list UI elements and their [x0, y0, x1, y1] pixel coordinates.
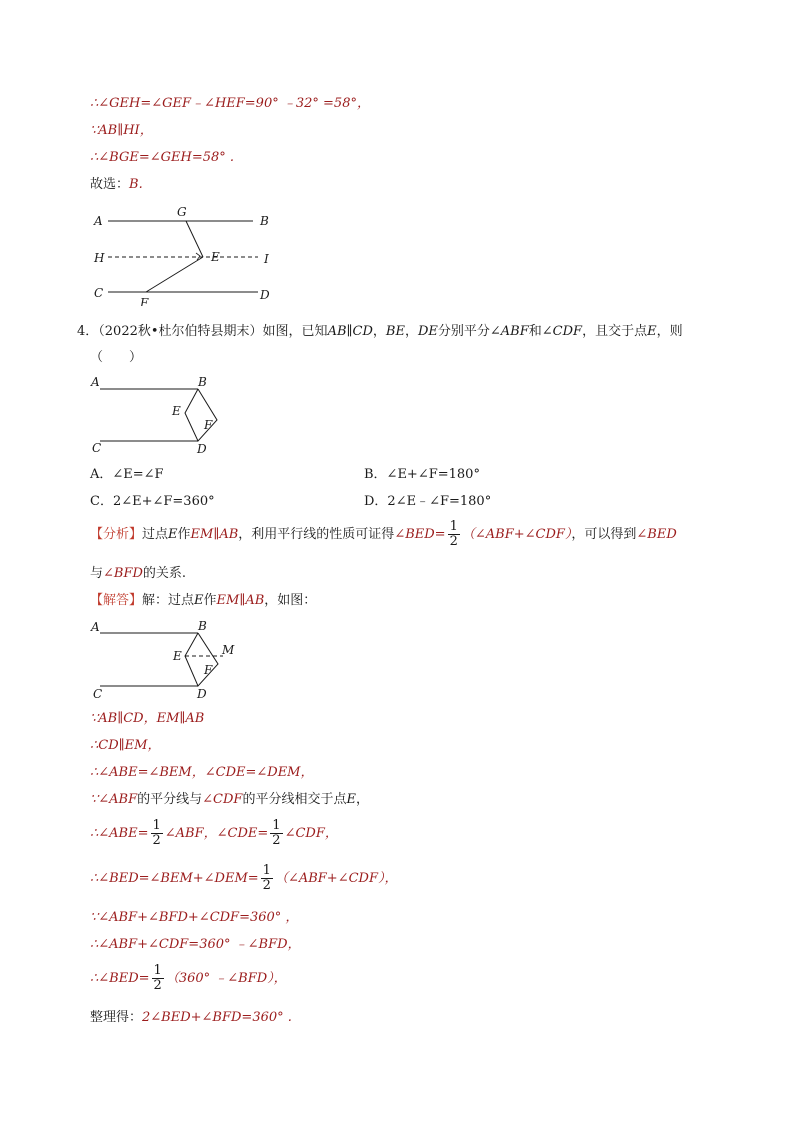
option-c[interactable]: C．2∠E+∠F=360°	[90, 494, 215, 509]
step-10-b: 2∠BED+∠BFD=360° .	[142, 1010, 292, 1025]
step-6-b: （∠ABF+∠CDF），	[274, 871, 398, 886]
answer-blank: （ ）	[90, 350, 143, 365]
label-b: B	[260, 214, 269, 228]
fraction-half	[151, 819, 163, 848]
analysis-text-7: 的关系.	[142, 566, 187, 581]
step-4-b: 的平分线与	[137, 792, 203, 807]
analysis-tag: 【分析】	[90, 527, 143, 542]
option-a[interactable]: A．∠E=∠F	[90, 467, 164, 482]
label-c: C	[94, 286, 104, 300]
fraction-numerator: 1	[153, 963, 162, 978]
label-d: D	[260, 288, 270, 302]
solution-text-3: ，如图：	[264, 593, 317, 608]
fraction-numerator: 1	[262, 863, 271, 878]
step-4-d: ，	[355, 792, 369, 807]
figure-1	[88, 203, 288, 306]
label-a: A	[91, 375, 100, 389]
analysis-sum: （∠ABF+∠CDF）	[461, 527, 572, 542]
stem-text-d: ，则	[656, 324, 683, 339]
solution-tag: 【解答】	[90, 593, 143, 608]
stem-be: BE	[385, 324, 405, 339]
analysis-line-2	[90, 566, 186, 582]
analysis-text-5: ，可以得到	[571, 527, 637, 542]
option-d[interactable]: D．2∠E﹣∠F=180°	[364, 494, 492, 509]
step-2: ∴CD∥EM，	[90, 738, 161, 753]
fraction-denominator: 2	[449, 534, 458, 549]
label-b: B	[198, 375, 207, 389]
quadrilateral-bedf	[185, 633, 218, 686]
step-9-b: （360° ﹣∠BFD），	[165, 971, 287, 986]
label-e: E	[211, 250, 220, 264]
analysis-bed-2: ∠BED	[636, 527, 677, 542]
step-5-c: ∠CDF，	[284, 826, 338, 841]
step-3: ∴∠ABE=∠BEM，∠CDE=∠DEM，	[90, 765, 314, 780]
option-b[interactable]: B．∠E+∠F=180°	[364, 467, 480, 482]
step-4-cdf: ∠CDF	[202, 792, 243, 807]
step-6-a: ∴∠BED=∠BEM+∠DEM=	[90, 871, 259, 886]
stem-de: DE	[417, 324, 438, 339]
step-5-a: ∴∠ABE=	[90, 826, 149, 841]
step-8: ∴∠ABF+∠CDF=360° ﹣∠BFD，	[90, 937, 301, 952]
answer-prefix: 故选：	[90, 177, 130, 192]
figure-2	[88, 372, 238, 457]
label-h: H	[94, 251, 105, 265]
question-number: 4．	[77, 324, 99, 339]
label-e: E	[172, 404, 181, 418]
solution-line-2: ∵AB∥HI，	[90, 123, 153, 138]
label-g: G	[177, 205, 187, 219]
analysis-line	[90, 520, 677, 550]
solution-text-2: 作	[203, 593, 217, 608]
solution-header	[90, 593, 316, 609]
stem-text-b: 分别平分	[437, 324, 490, 339]
fraction-half	[261, 864, 273, 893]
label-a: A	[94, 214, 103, 228]
answer-value: B.	[129, 177, 143, 192]
step-5-b: ∠ABF，∠CDE=	[164, 826, 269, 841]
fraction-denominator: 2	[272, 833, 281, 848]
fraction-half	[270, 819, 282, 848]
analysis-em-ab: EM∥AB	[190, 527, 239, 542]
fraction-numerator: 1	[152, 818, 161, 833]
fraction-numerator: 1	[449, 519, 458, 534]
answer-line	[90, 177, 143, 193]
figure-3	[88, 616, 248, 702]
label-d: D	[197, 442, 207, 456]
step-6	[90, 863, 397, 895]
stem-sep-1: ，	[372, 324, 386, 339]
analysis-text-2: 作	[177, 527, 191, 542]
step-5	[90, 818, 338, 850]
segment-ge	[186, 221, 203, 257]
fraction-half	[152, 964, 164, 993]
stem-sep-2: ，	[404, 324, 418, 339]
label-f: F	[204, 418, 213, 432]
analysis-bed: ∠BED=	[394, 527, 446, 542]
label-d: D	[197, 687, 207, 701]
step-4-abf: ∠ABF	[98, 792, 138, 807]
label-b: B	[198, 619, 207, 633]
question-source: （2022秋•杜尔伯特县期末）	[98, 324, 263, 339]
solution-em-ab: EM∥AB	[216, 593, 265, 608]
stem-text-a: 如图，已知	[262, 324, 328, 339]
step-1: ∵AB∥CD，EM∥AB	[90, 711, 205, 726]
fraction-numerator: 1	[272, 818, 281, 833]
step-9	[90, 963, 287, 995]
stem-abf: ∠ABF	[489, 324, 529, 339]
step-10	[90, 1010, 292, 1026]
quadrilateral-bedf	[185, 389, 217, 441]
step-9-a: ∴∠BED=	[90, 971, 150, 986]
analysis-point-e: E	[168, 527, 178, 542]
solution-text-1: 解：过点	[142, 593, 195, 608]
fraction-denominator: 2	[152, 833, 161, 848]
step-4-a: ∵	[90, 792, 99, 807]
stem-ab-cd: AB∥CD	[327, 324, 373, 339]
fraction-denominator: 2	[153, 978, 162, 993]
solution-line-3: ∴∠BGE=∠GEH=58° .	[90, 150, 235, 165]
step-4-e: E	[346, 792, 356, 807]
analysis-text-6: 与	[90, 566, 104, 581]
label-a: A	[91, 620, 100, 634]
label-f: F	[140, 296, 149, 306]
step-7: ∵∠ABF+∠BFD+∠CDF=360° ，	[90, 910, 299, 925]
stem-e: E	[647, 324, 657, 339]
stem-text-c: ，且交于点	[582, 324, 648, 339]
label-m: M	[222, 643, 235, 657]
label-c: C	[93, 687, 103, 701]
stem-and: 和	[528, 324, 542, 339]
solution-point-e: E	[194, 593, 204, 608]
fraction-half	[448, 520, 460, 549]
label-e: E	[173, 649, 182, 663]
solution-line-1: ∴∠GEH=∠GEF﹣∠HEF=90° ﹣32° =58°，	[90, 96, 370, 111]
label-i: I	[264, 252, 269, 266]
stem-cdf: ∠CDF	[541, 324, 583, 339]
fraction-denominator: 2	[262, 878, 271, 893]
segment-ef	[146, 257, 203, 292]
analysis-text-3: ，利用平行线的性质可证得	[238, 527, 395, 542]
label-f: F	[204, 663, 213, 677]
step-4	[90, 792, 369, 808]
step-10-a: 整理得：	[90, 1010, 143, 1025]
analysis-text-1: 过点	[142, 527, 169, 542]
label-c: C	[92, 441, 102, 455]
analysis-bfd: ∠BFD	[103, 566, 143, 581]
question-stem	[77, 324, 683, 340]
step-4-c: 的平分线相交于点	[242, 792, 347, 807]
